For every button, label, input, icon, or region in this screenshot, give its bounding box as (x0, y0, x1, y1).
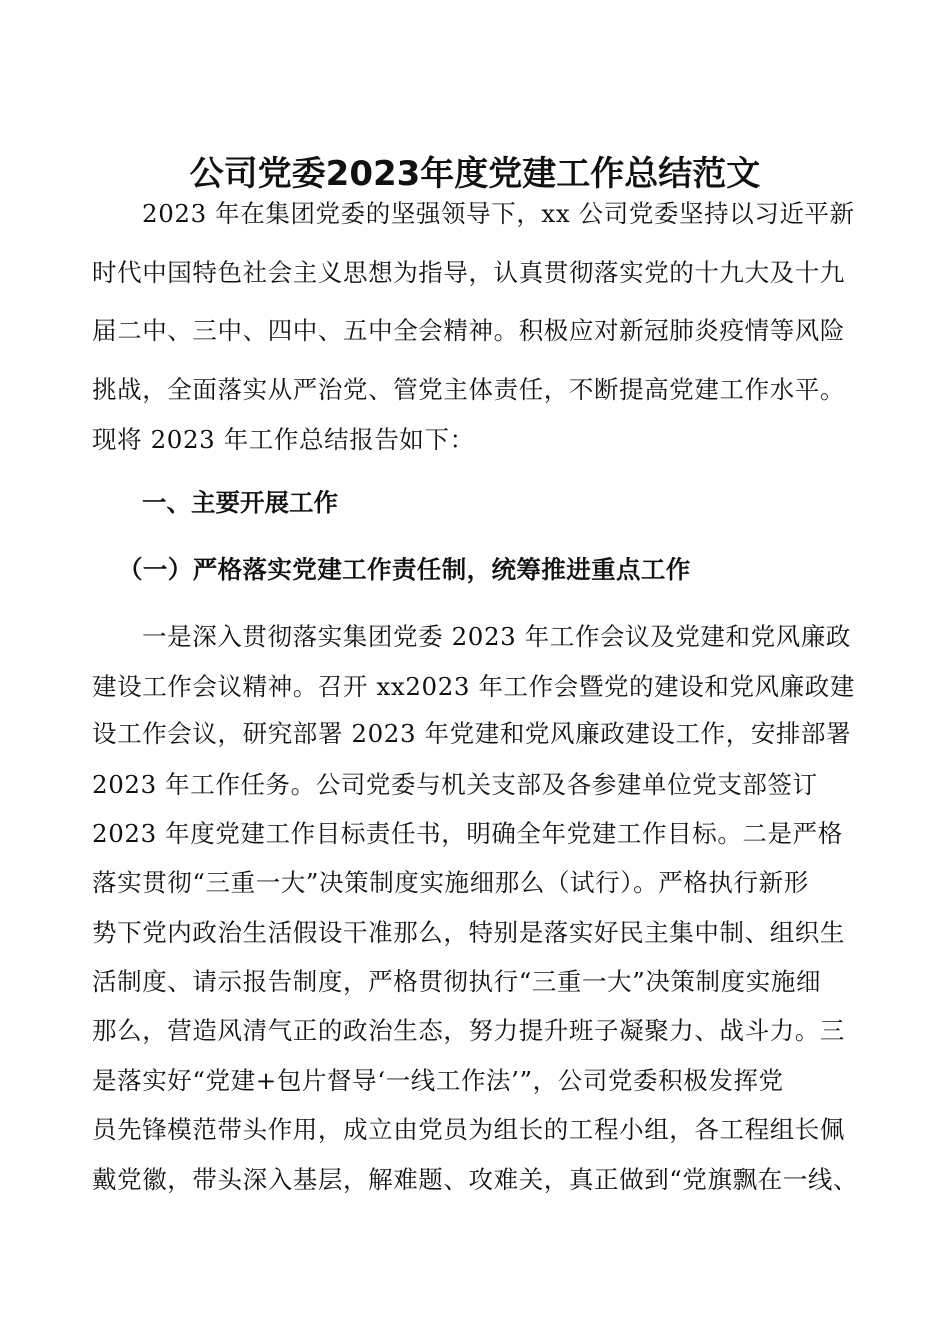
document-title: 公司党委2023年度党建工作总结范文 (189, 154, 761, 194)
intro-line: 现将 2023 年工作总结报告如下： (92, 425, 475, 454)
section-heading: 一、主要开展工作 (142, 488, 338, 517)
body-line: 一是深入贯彻落实集团党委 2023 年工作会议及党建和党风廉政 (142, 622, 852, 651)
body-line: 建设工作会议精神。召开 xx2023 年工作会暨党的建设和党风廉政建 (92, 672, 855, 701)
subsection-heading: （一）严格落实党建工作责任制，统筹推进重点工作 (118, 555, 691, 584)
intro-line: 2023 年在集团党委的坚强领导下，xx 公司党委坚持以习近平新 (142, 199, 855, 228)
body-line: 戴党徽，带头深入基层，解难题、攻难关，真正做到“党旗飘在一线、 (92, 1165, 859, 1194)
body-line: 2023 年工作任务。公司党委与机关支部及各参建单位党支部签订 (92, 770, 818, 799)
body-line: 员先锋模范带头作用，成立由党员为组长的工程小组，各工程组长佩 (92, 1115, 845, 1144)
body-line: 设工作会议，研究部署 2023 年党建和党风廉政建设工作，安排部署 (92, 719, 852, 748)
body-line: 2023 年度党建工作目标责任书，明确全年党建工作目标。二是严格 (92, 819, 843, 848)
intro-line: 届二中、三中、四中、五中全会精神。积极应对新冠肺炎疫情等风险 (92, 316, 845, 345)
intro-line: 挑战，全面落实从严治党、管党主体责任，不断提高党建工作水平。 (92, 375, 845, 404)
intro-line: 时代中国特色社会主义思想为指导，认真贯彻落实党的十九大及十九 (92, 258, 845, 287)
body-line: 落实贯彻“三重一大”决策制度实施细那么（试行）。严格执行新形 (92, 868, 809, 897)
body-line: 是落实好“党建+包片督导‘一线工作法’”，公司党委积极发挥党 (92, 1066, 784, 1095)
body-line: 那么，营造风清气正的政治生态，努力提升班子凝聚力、战斗力。三 (92, 1016, 845, 1045)
body-line: 活制度、请示报告制度，严格贯彻执行“三重一大”决策制度实施细 (92, 967, 822, 996)
body-line: 势下党内政治生活假设干准那么，特别是落实好民主集中制、组织生 (92, 918, 845, 947)
